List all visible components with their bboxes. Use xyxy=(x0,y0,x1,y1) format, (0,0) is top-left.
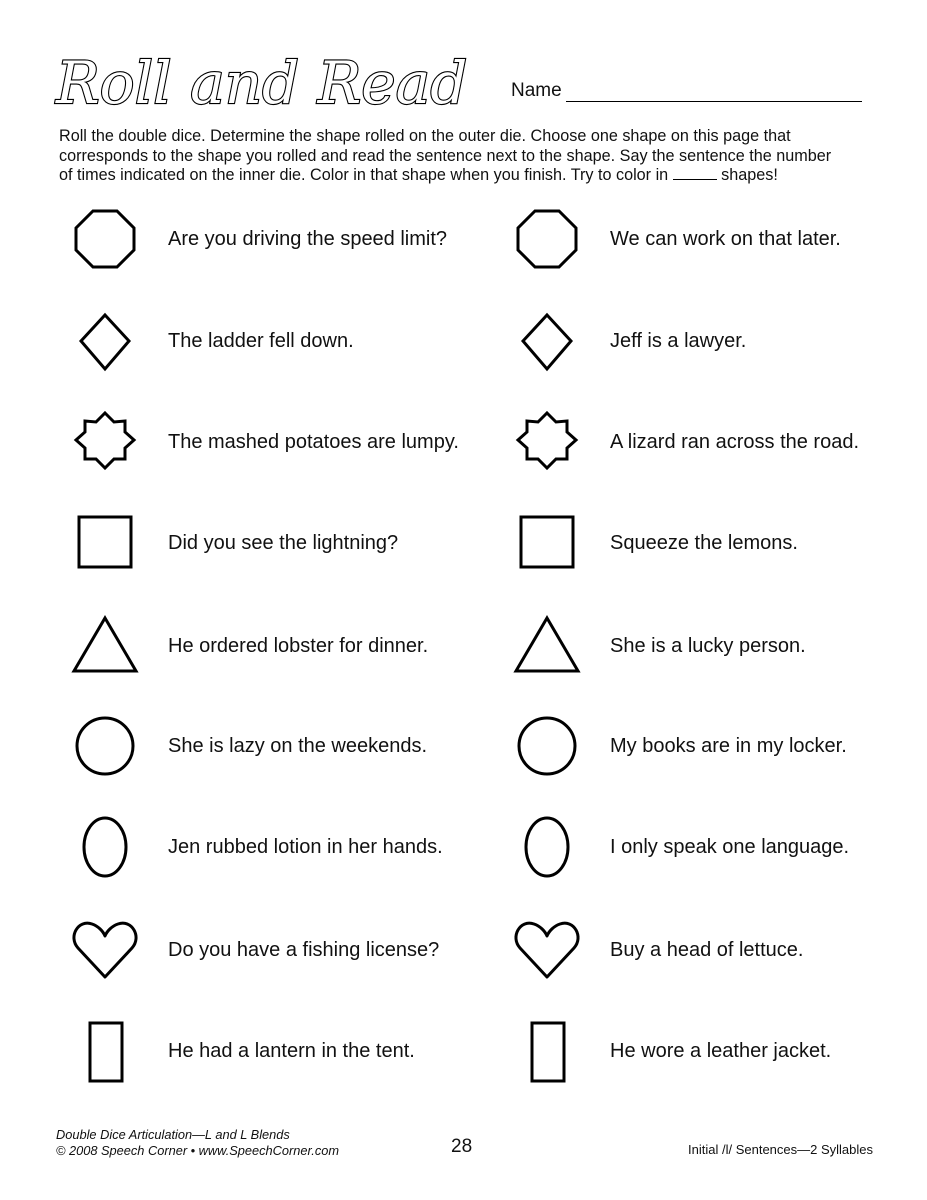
circle-icon[interactable] xyxy=(70,711,140,781)
count-blank[interactable] xyxy=(673,167,717,180)
heart-icon[interactable] xyxy=(512,915,582,985)
sentence-right: Squeeze the lemons. xyxy=(610,532,798,554)
heart-icon[interactable] xyxy=(70,915,140,985)
sentence-right: My books are in my locker. xyxy=(610,735,847,757)
octagon-icon[interactable] xyxy=(70,204,140,274)
square-icon[interactable] xyxy=(70,508,140,578)
circle-icon[interactable] xyxy=(512,711,582,781)
sentence-right: A lizard ran across the road. xyxy=(610,431,860,453)
star-icon[interactable] xyxy=(70,407,140,477)
instructions xyxy=(59,127,879,186)
copyright: © 2008 Speech Corner • www.SpeechCorner.com xyxy=(56,1143,340,1158)
rectangle-icon[interactable] xyxy=(512,1016,582,1086)
footer-left xyxy=(56,1127,339,1159)
sentence-right: She is a lucky person. xyxy=(610,635,806,657)
sentence-left: He had a lantern in the tent. xyxy=(168,1040,415,1062)
sentence-left: The ladder fell down. xyxy=(168,330,354,352)
sentence-right: Buy a head of lettuce. xyxy=(610,939,804,961)
sentence-left: Are you driving the speed limit? xyxy=(168,228,448,250)
instructions-line-3 xyxy=(59,166,879,186)
instructions-line-1: Roll the double dice. Determine the shape rolled on the outer die. Choose one shape on this page that xyxy=(59,127,791,145)
sentence-left: The mashed potatoes are lumpy. xyxy=(168,431,459,453)
page-title: Roll and Read xyxy=(56,49,468,117)
oval-icon[interactable] xyxy=(512,812,582,882)
sentence-right: We can work on that later. xyxy=(610,228,841,250)
name-line[interactable] xyxy=(566,83,862,102)
instructions-line-3-end: shapes! xyxy=(721,166,778,184)
section-label: Initial /l/ Sentences—2 Syllables xyxy=(688,1142,873,1157)
name-label: Name xyxy=(511,80,562,101)
sentence-left: Jen rubbed lotion in her hands. xyxy=(168,836,443,858)
oval-icon[interactable] xyxy=(70,812,140,882)
instructions-line-2: corresponds to the shape you rolled and read the sentence next to the shape. Say the sentence the number xyxy=(59,146,832,165)
name-field[interactable] xyxy=(511,80,862,102)
star-icon[interactable] xyxy=(512,407,582,477)
sentence-left: Do you have a fishing license? xyxy=(168,939,440,961)
octagon-icon[interactable] xyxy=(512,204,582,274)
instructions-line-3-start: of times indicated on the inner die. Color in that shape when you finish. Try to color in xyxy=(59,166,669,184)
sentence-right: Jeff is a lawyer. xyxy=(610,330,747,352)
sentence-right: He wore a leather jacket. xyxy=(610,1040,832,1062)
rectangle-icon[interactable] xyxy=(70,1016,140,1086)
triangle-icon[interactable] xyxy=(512,611,582,681)
sentence-left: She is lazy on the weekends. xyxy=(168,735,428,757)
triangle-icon[interactable] xyxy=(70,611,140,681)
page-number: 28 xyxy=(451,1136,473,1157)
diamond-icon[interactable] xyxy=(70,306,140,376)
sentence-right: I only speak one language. xyxy=(610,836,850,858)
square-icon[interactable] xyxy=(512,508,582,578)
diamond-icon[interactable] xyxy=(512,306,582,376)
book-title: Double Dice Articulation—L and L Blends xyxy=(56,1127,290,1142)
sentence-left: He ordered lobster for dinner. xyxy=(168,635,429,657)
sentence-left: Did you see the lightning? xyxy=(168,532,399,554)
